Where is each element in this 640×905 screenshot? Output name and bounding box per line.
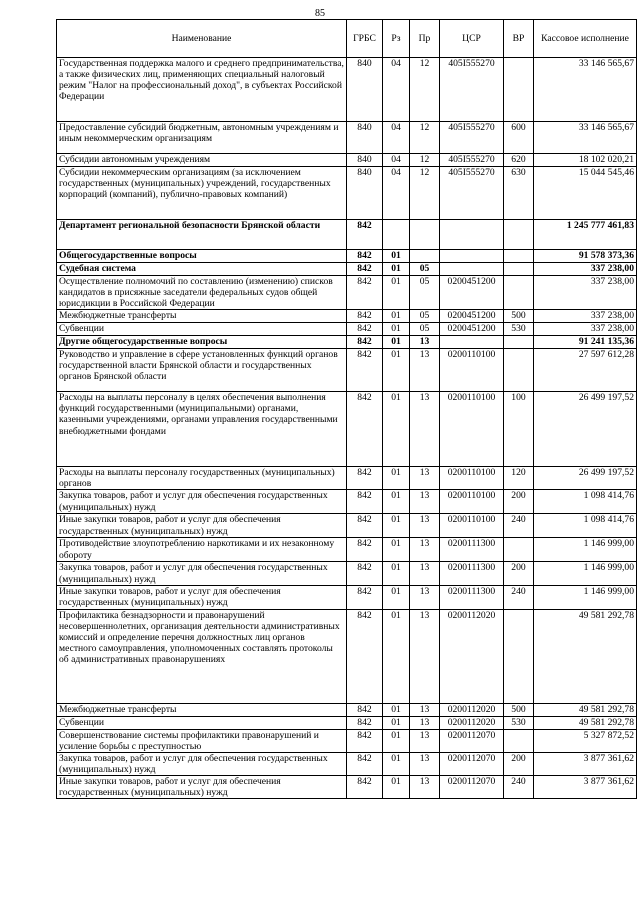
cell-csr: 0200112070 (440, 729, 504, 752)
table-row (57, 58, 637, 122)
cell-pr: 13 (410, 467, 440, 490)
cell-grbs: 842 (347, 585, 383, 609)
cell-vr: 100 (504, 392, 534, 467)
cell-vr (504, 263, 534, 276)
table-row (57, 585, 637, 609)
cell-amount: 337 238,00 (534, 310, 637, 323)
cell-pr: 12 (410, 122, 440, 154)
cell-pr: 13 (410, 729, 440, 752)
cell-name: Субвенции (57, 323, 347, 336)
cell-pr: 13 (410, 336, 440, 349)
table-row (57, 609, 637, 703)
cell-grbs: 842 (347, 716, 383, 729)
cell-amount: 26 499 197,52 (534, 467, 637, 490)
cell-vr: 500 (504, 703, 534, 716)
table-header-row (57, 20, 637, 58)
cell-name: Закупка товаров, работ и услуг для обеспечения государственных (муниципальных) нужд (57, 490, 347, 514)
cell-amount: 337 238,00 (534, 263, 637, 276)
cell-pr: 13 (410, 703, 440, 716)
cell-name: Предоставление субсидий бюджетным, автономным учреждениям и иным некоммерческим организациям (57, 122, 347, 154)
cell-name: Другие общегосударственные вопросы (57, 336, 347, 349)
cell-rz: 04 (383, 58, 410, 122)
header-csr: ЦСР (440, 20, 504, 58)
cell-amount: 3 877 361,62 (534, 776, 637, 799)
cell-amount: 3 877 361,62 (534, 752, 637, 775)
cell-pr: 05 (410, 263, 440, 276)
cell-name: Субвенции (57, 716, 347, 729)
cell-grbs: 840 (347, 122, 383, 154)
cell-csr: 405I555270 (440, 167, 504, 220)
cell-amount: 1 245 777 461,83 (534, 220, 637, 250)
cell-name: Субсидии автономным учреждениям (57, 154, 347, 167)
header-name: Наименование (57, 20, 347, 58)
cell-pr: 12 (410, 167, 440, 220)
cell-rz: 01 (383, 729, 410, 752)
cell-vr (504, 336, 534, 349)
cell-pr (410, 220, 440, 250)
cell-amount: 1 146 999,00 (534, 538, 637, 562)
cell-name: Межбюджетные трансферты (57, 703, 347, 716)
cell-amount: 91 241 135,36 (534, 336, 637, 349)
cell-csr: 0200110100 (440, 490, 504, 514)
table-row (57, 716, 637, 729)
cell-rz (383, 220, 410, 250)
cell-name: Государственная поддержка малого и среднего предпринимательства, а также физических лиц, применяющих специальный налоговый режим "Налог на профессиональный доход", в субъектах Российской Федерации (57, 58, 347, 122)
cell-csr: 0200451200 (440, 323, 504, 336)
table-row (57, 167, 637, 220)
cell-name: Осуществление полномочий по составлению (изменению) списков кандидатов в присяжные заседатели федеральных судов общей юрисдикции в Российской Федерации (57, 276, 347, 310)
cell-name: Субсидии некоммерческим организациям (за исключением государственных (муниципальных) учреждений, государственных корпораций (компаний), публично-правовых компаний) (57, 167, 347, 220)
cell-grbs: 842 (347, 609, 383, 703)
cell-name: Расходы на выплаты персоналу в целях обеспечения выполнения функций государственными (муниципальными) органами, казенными учреждениями, органами управления государственными внебюджетными фондами (57, 392, 347, 467)
cell-name: Судебная система (57, 263, 347, 276)
cell-amount: 1 098 414,76 (534, 514, 637, 538)
cell-csr: 0200111300 (440, 538, 504, 562)
cell-grbs: 842 (347, 263, 383, 276)
table-row (57, 220, 637, 250)
cell-amount: 1 146 999,00 (534, 562, 637, 585)
cell-vr (504, 729, 534, 752)
cell-vr (504, 276, 534, 310)
cell-amount: 337 238,00 (534, 276, 637, 310)
cell-rz: 04 (383, 167, 410, 220)
cell-name: Закупка товаров, работ и услуг для обеспечения государственных (муниципальных) нужд (57, 562, 347, 585)
cell-grbs: 842 (347, 392, 383, 467)
table-body (57, 58, 637, 799)
cell-grbs: 842 (347, 703, 383, 716)
table-row (57, 276, 637, 310)
table-row (57, 349, 637, 392)
cell-csr: 0200111300 (440, 585, 504, 609)
cell-pr (410, 250, 440, 263)
cell-amount: 15 044 545,46 (534, 167, 637, 220)
cell-amount: 26 499 197,52 (534, 392, 637, 467)
cell-name: Общегосударственные вопросы (57, 250, 347, 263)
cell-grbs: 840 (347, 58, 383, 122)
cell-grbs: 842 (347, 276, 383, 310)
cell-vr: 200 (504, 562, 534, 585)
cell-amount: 91 578 373,36 (534, 250, 637, 263)
cell-rz: 01 (383, 585, 410, 609)
cell-vr: 240 (504, 514, 534, 538)
cell-name: Противодействие злоупотреблению наркотиками и их незаконному обороту (57, 538, 347, 562)
table-row (57, 336, 637, 349)
cell-name: Профилактика безнадзорности и правонарушений несовершеннолетних, организация деятельности административных комиссий и определение перечня должностных лиц органов местного самоуправления, уполномоченных составлять протоколы об административных правонарушениях (57, 609, 347, 703)
cell-pr: 13 (410, 514, 440, 538)
cell-grbs: 842 (347, 729, 383, 752)
cell-pr: 13 (410, 490, 440, 514)
cell-csr: 0200451200 (440, 310, 504, 323)
cell-name: Департамент региональной безопасности Брянской области (57, 220, 347, 250)
cell-amount: 33 146 565,67 (534, 58, 637, 122)
cell-pr: 13 (410, 562, 440, 585)
cell-csr: 0200112020 (440, 716, 504, 729)
cell-pr: 13 (410, 609, 440, 703)
table-row (57, 703, 637, 716)
cell-csr: 0200110100 (440, 349, 504, 392)
cell-grbs: 842 (347, 490, 383, 514)
cell-csr (440, 336, 504, 349)
cell-amount: 27 597 612,28 (534, 349, 637, 392)
cell-pr: 05 (410, 310, 440, 323)
cell-grbs: 842 (347, 250, 383, 263)
cell-grbs: 842 (347, 220, 383, 250)
page-number: 85 (315, 8, 325, 19)
cell-pr: 13 (410, 349, 440, 392)
cell-csr (440, 220, 504, 250)
cell-pr: 13 (410, 752, 440, 775)
cell-csr: 0200112020 (440, 609, 504, 703)
cell-rz: 01 (383, 310, 410, 323)
cell-amount: 1 098 414,76 (534, 490, 637, 514)
cell-grbs: 842 (347, 538, 383, 562)
cell-name: Руководство и управление в сфере установленных функций органов государственной власти Брянской области и государственных органов Брянской области (57, 349, 347, 392)
cell-grbs: 842 (347, 514, 383, 538)
cell-vr: 240 (504, 776, 534, 799)
header-grbs: ГРБС (347, 20, 383, 58)
table-row (57, 729, 637, 752)
header-pr: Пр (410, 20, 440, 58)
cell-csr: 0200112020 (440, 703, 504, 716)
cell-name: Совершенствование системы профилактики правонарушений и усиление борьбы с преступностью (57, 729, 347, 752)
cell-vr (504, 538, 534, 562)
cell-rz: 01 (383, 276, 410, 310)
header-rz: Рз (383, 20, 410, 58)
table-row (57, 514, 637, 538)
cell-vr (504, 58, 534, 122)
cell-grbs: 842 (347, 323, 383, 336)
cell-grbs: 840 (347, 167, 383, 220)
cell-csr: 0200451200 (440, 276, 504, 310)
cell-rz: 04 (383, 122, 410, 154)
cell-amount: 49 581 292,78 (534, 716, 637, 729)
table-row (57, 538, 637, 562)
table-row (57, 310, 637, 323)
cell-csr (440, 263, 504, 276)
cell-rz: 01 (383, 336, 410, 349)
cell-pr: 13 (410, 716, 440, 729)
cell-grbs: 842 (347, 349, 383, 392)
cell-amount: 33 146 565,67 (534, 122, 637, 154)
cell-vr (504, 349, 534, 392)
cell-rz: 01 (383, 349, 410, 392)
cell-vr: 200 (504, 752, 534, 775)
cell-rz: 01 (383, 538, 410, 562)
cell-rz: 01 (383, 490, 410, 514)
cell-rz: 01 (383, 776, 410, 799)
table-row (57, 122, 637, 154)
cell-rz: 01 (383, 323, 410, 336)
cell-pr: 12 (410, 58, 440, 122)
cell-csr: 0200110100 (440, 467, 504, 490)
cell-amount: 5 327 872,52 (534, 729, 637, 752)
cell-grbs: 840 (347, 154, 383, 167)
cell-grbs: 842 (347, 336, 383, 349)
cell-pr: 05 (410, 323, 440, 336)
cell-name: Расходы на выплаты персоналу государственных (муниципальных) органов (57, 467, 347, 490)
table-row (57, 323, 637, 336)
cell-name: Иные закупки товаров, работ и услуг для обеспечения государственных (муниципальных) нужд (57, 776, 347, 799)
cell-csr (440, 250, 504, 263)
cell-rz: 01 (383, 752, 410, 775)
table-row (57, 562, 637, 585)
table-row (57, 752, 637, 775)
cell-csr: 0200110100 (440, 392, 504, 467)
cell-vr (504, 220, 534, 250)
cell-csr: 0200112070 (440, 776, 504, 799)
cell-amount: 1 146 999,00 (534, 585, 637, 609)
cell-vr (504, 250, 534, 263)
cell-name: Закупка товаров, работ и услуг для обеспечения государственных (муниципальных) нужд (57, 752, 347, 775)
cell-csr: 0200110100 (440, 514, 504, 538)
cell-rz: 01 (383, 250, 410, 263)
cell-grbs: 842 (347, 467, 383, 490)
cell-pr: 13 (410, 392, 440, 467)
cell-rz: 01 (383, 703, 410, 716)
table-row (57, 250, 637, 263)
cell-amount: 49 581 292,78 (534, 609, 637, 703)
header-vr: ВР (504, 20, 534, 58)
cell-rz: 01 (383, 467, 410, 490)
cell-vr (504, 609, 534, 703)
table-row (57, 392, 637, 467)
cell-pr: 05 (410, 276, 440, 310)
cell-amount: 49 581 292,78 (534, 703, 637, 716)
cell-pr: 13 (410, 585, 440, 609)
cell-vr: 630 (504, 167, 534, 220)
cell-vr: 530 (504, 323, 534, 336)
cell-vr: 120 (504, 467, 534, 490)
cell-name: Иные закупки товаров, работ и услуг для обеспечения государственных (муниципальных) нужд (57, 514, 347, 538)
cell-vr: 240 (504, 585, 534, 609)
cell-grbs: 842 (347, 776, 383, 799)
cell-vr: 620 (504, 154, 534, 167)
table-row (57, 490, 637, 514)
table-row (57, 154, 637, 167)
table-row (57, 467, 637, 490)
budget-table (56, 19, 637, 799)
cell-amount: 337 238,00 (534, 323, 637, 336)
cell-grbs: 842 (347, 562, 383, 585)
cell-name: Иные закупки товаров, работ и услуг для обеспечения государственных (муниципальных) нужд (57, 585, 347, 609)
cell-rz: 01 (383, 716, 410, 729)
table-row (57, 776, 637, 799)
cell-rz: 01 (383, 609, 410, 703)
cell-csr: 0200111300 (440, 562, 504, 585)
cell-pr: 13 (410, 776, 440, 799)
cell-vr: 600 (504, 122, 534, 154)
cell-grbs: 842 (347, 310, 383, 323)
header-amount: Кассовое исполнение (534, 20, 637, 58)
cell-csr: 405I555270 (440, 122, 504, 154)
cell-vr: 500 (504, 310, 534, 323)
cell-rz: 01 (383, 392, 410, 467)
cell-csr: 405I555270 (440, 58, 504, 122)
cell-pr: 13 (410, 538, 440, 562)
cell-csr: 405I555270 (440, 154, 504, 167)
cell-rz: 01 (383, 514, 410, 538)
cell-pr: 12 (410, 154, 440, 167)
cell-rz: 01 (383, 263, 410, 276)
cell-vr: 200 (504, 490, 534, 514)
cell-csr: 0200112070 (440, 752, 504, 775)
table-row (57, 263, 637, 276)
cell-vr: 530 (504, 716, 534, 729)
cell-grbs: 842 (347, 752, 383, 775)
cell-name: Межбюджетные трансферты (57, 310, 347, 323)
cell-rz: 04 (383, 154, 410, 167)
cell-rz: 01 (383, 562, 410, 585)
cell-amount: 18 102 020,21 (534, 154, 637, 167)
